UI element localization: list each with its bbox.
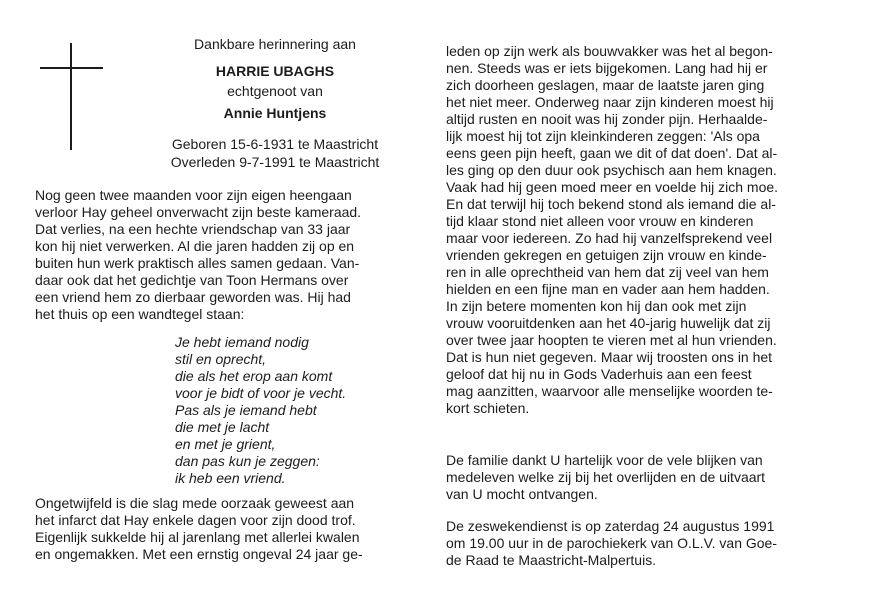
text-line: het infarct dat Hay enkele dagen voor zijn dood trof. <box>35 512 356 528</box>
cross-icon-horizontal <box>40 67 103 69</box>
text-line: maar voor iedereen. Zo had hij vanzelfsprekend veel <box>446 230 773 246</box>
text-line: verloor Hay geheel onverwacht zijn beste kameraad. <box>35 204 362 220</box>
birth-line: Geboren 15-6-1931 te Maastricht <box>171 136 379 152</box>
text-line: lijk moest hij tot zijn kleinkinderen zeggen: 'Als opa <box>446 128 760 144</box>
text-line: van U mocht ontvangen. <box>446 486 598 502</box>
cross-icon-vertical <box>70 43 72 150</box>
text-line: het niet meer. Onderweg naar zijn kinderen moest hij <box>446 94 774 110</box>
text-line: Dat is hun niet gegeven. Maar wij troosten ons in het <box>446 349 773 365</box>
text-line: De zeswekendienst is op zaterdag 24 augustus 1991 <box>446 518 775 534</box>
text-line: mag aanzitten, waarvoor alle menselijke woorden te- <box>446 383 773 399</box>
text-line: ren in alle oprechtheid van hem dat zij veel van hem <box>446 264 769 280</box>
text-line: les ging op den duur ook psychisch aan hem knagen. <box>446 162 777 178</box>
text-line: Nog geen twee maanden voor zijn eigen heengaan <box>35 187 352 203</box>
text-line: geloof dat hij nu in Gods Vaderhuis aan een feest <box>446 366 752 382</box>
spouse-name: Annie Huntjens <box>223 105 327 121</box>
text-line: nen. Steeds was er iets bijgekomen. Lang had hij er <box>446 60 768 76</box>
text-line: Vaak had hij geen moed meer en voelde hij zich moe. <box>446 179 779 195</box>
text-line: kort schieten. <box>446 400 530 416</box>
text-line: zich doorheen geslagen, maar de laatste jaren ging <box>446 77 765 93</box>
poem-line: die met je lacht <box>175 419 270 435</box>
text-line: om 19.00 uur in de parochiekerk van O.L.V. van Goe- <box>446 535 778 551</box>
death-line: Overleden 9-7-1991 te Maastricht <box>170 154 380 170</box>
poem-line: Je hebt iemand nodig <box>175 334 309 350</box>
poem-line: die als het erop aan komt <box>175 368 333 384</box>
text-line: Dat verlies, na een hechte vriendschap van 33 jaar <box>35 221 351 237</box>
text-line: vrouw vooruitdenken aan het 40-jarig huwelijk dat zij <box>446 315 771 331</box>
text-line: daar ook dat het gedichtje van Toon Hermans over <box>35 272 349 288</box>
text-line: altijd rusten en nooit was hij zonder pijn. Herhaalde- <box>446 111 768 127</box>
text-line: Eigenlijk sukkelde hij al jarenlang met allerlei kwalen <box>35 529 360 545</box>
text-line: over twee jaar hoopten te vieren met al hun vrienden. <box>446 332 777 348</box>
text-line: eens geen pijn heeft, gaan we dit of dat doen'. Dat al- <box>446 145 778 161</box>
poem-line: stil en oprecht, <box>175 351 267 367</box>
poem-line: voor je bidt of voor je vecht. <box>175 385 347 401</box>
relation-text: echtgenoot van <box>227 83 323 99</box>
text-line: kon hij niet verwerken. Al die jaren hadden zij op en <box>35 238 355 254</box>
text-line: een vriend hem zo dierbaar geworden was. Hij had <box>35 289 351 305</box>
poem-line: dan pas kun je zeggen: <box>175 453 320 469</box>
text-line: In zijn betere momenten kon hij dan ook met zijn <box>446 298 747 314</box>
text-line: En dat terwijl hij toch bekend stond als iemand die al- <box>446 196 776 212</box>
text-line: het thuis op een wandtegel staan: <box>35 306 245 322</box>
text-line: vrienden gekregen en getuigen zijn vrouw en kinde- <box>446 247 767 263</box>
text-line: en ongemakken. Met een ernstig ongeval 24 jaar ge- <box>35 546 363 562</box>
text-line: medeleven welke zij bij het overlijden en de uitvaart <box>446 469 766 485</box>
poem-line: en met je grient, <box>175 436 276 452</box>
poem-line: ik heb een vriend. <box>175 470 286 486</box>
text-line: buiten hun werk praktisch alles samen gedaan. Van- <box>35 255 360 271</box>
deceased-name: HARRIE UBAGHS <box>215 63 335 79</box>
poem-line: Pas als je iemand hebt <box>175 402 317 418</box>
intro-text: Dankbare herinnering aan <box>194 36 356 52</box>
text-line: leden op zijn werk als bouwvakker was het al begon- <box>446 43 773 59</box>
text-line: Ongetwijfeld is die slag mede oorzaak geweest aan <box>35 495 355 511</box>
text-line: tijd klaar stond niet alleen voor vrouw en kinderen <box>446 213 754 229</box>
text-line: De familie dankt U hartelijk voor de vele blijken van <box>446 452 763 468</box>
text-line: hielden en een fijne man en vader aan hem hadden. <box>446 281 770 297</box>
text-line: de Raad te Maastricht-Malpertuis. <box>446 552 657 568</box>
